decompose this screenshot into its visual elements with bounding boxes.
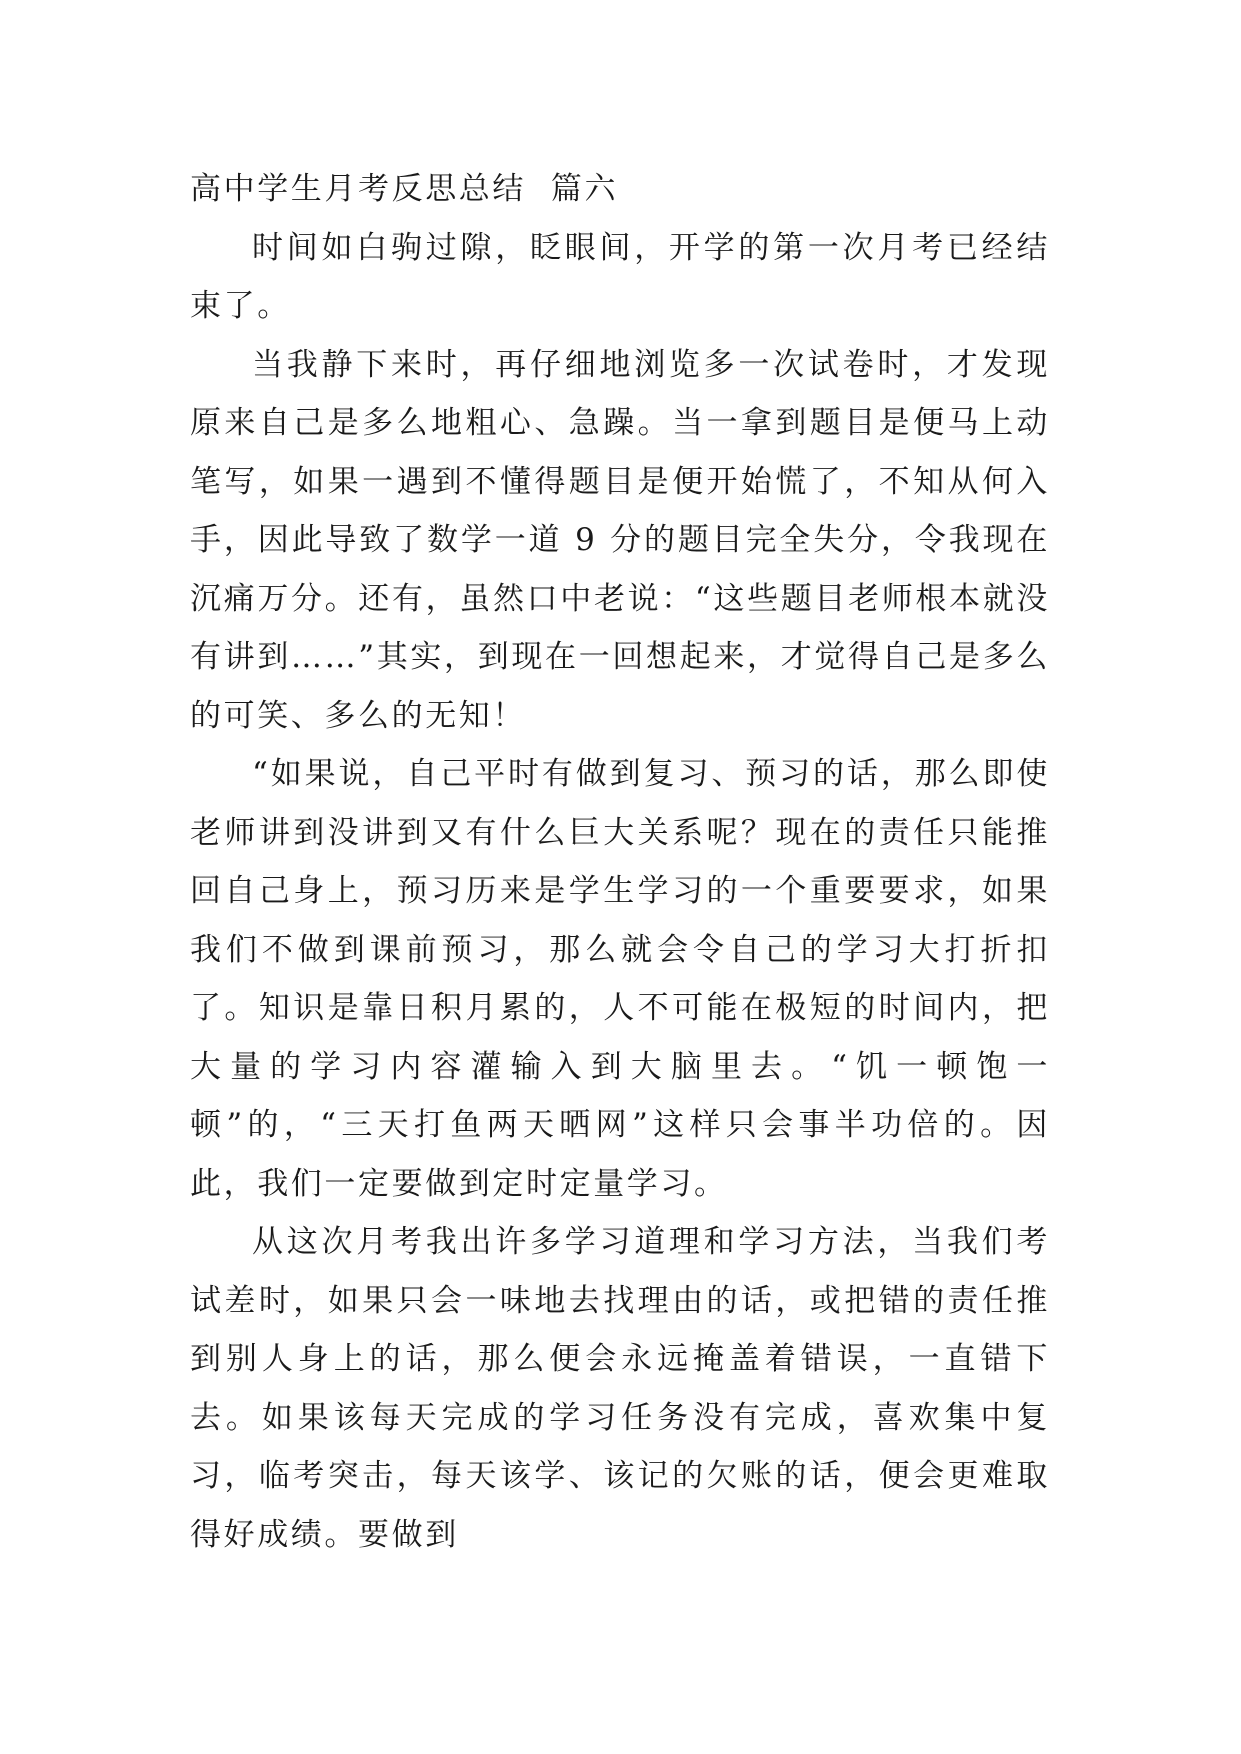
paragraph-4: 从这次月考我出许多学习道理和学习方法，当我们考试差时，如果只会一味地去找理由的话，或把错的责任推到别人身上的话，那么便会永远掩盖着错误，一直错下去。如果该每天完成的学习任务没有完成，喜欢集中复习，临考突击，每天该学、该记的欠账的话，便会更难取得好成绩。要做到	[190, 1224, 1050, 1553]
document-body	[190, 160, 1050, 1564]
paragraph-2: 当我静下来时，再仔细地浏览多一次试卷时，才发现原来自己是多么地粗心、急躁。当一拿到题目是便马上动笔写，如果一遇到不懂得题目是便开始慌了，不知从何入手，因此导致了数学一道 9 分的题目完全失分，令我现在沉痛万分。还有，虽然口中老说：“这些题目老师根本就没有讲到……”其实，到现在一回想起来，才觉得自己是多么的可笑、多么的无知！	[190, 346, 1050, 734]
paragraph-1: 时间如白驹过隙，眨眼间，开学的第一次月考已经结束了。	[190, 229, 1050, 324]
paragraph-3: “如果说，自己平时有做到复习、预习的话，那么即使老师讲到没讲到又有什么巨大关系呢？现在的责任只能推回自己身上，预习历来是学生学习的一个重要要求，如果我们不做到课前预习，那么就会令自己的学习大打折扣了。知识是靠日积月累的，人不可能在极短的时间内，把大量的学习内容灌输入到大脑里去。“饥一顿饱一顿”的，“三天打鱼两天晒网”这样只会事半功倍的。因此，我们一定要做到定时定量学习。	[190, 756, 1050, 1202]
document-title: 高中学生月考反思总结 篇六	[190, 171, 619, 207]
